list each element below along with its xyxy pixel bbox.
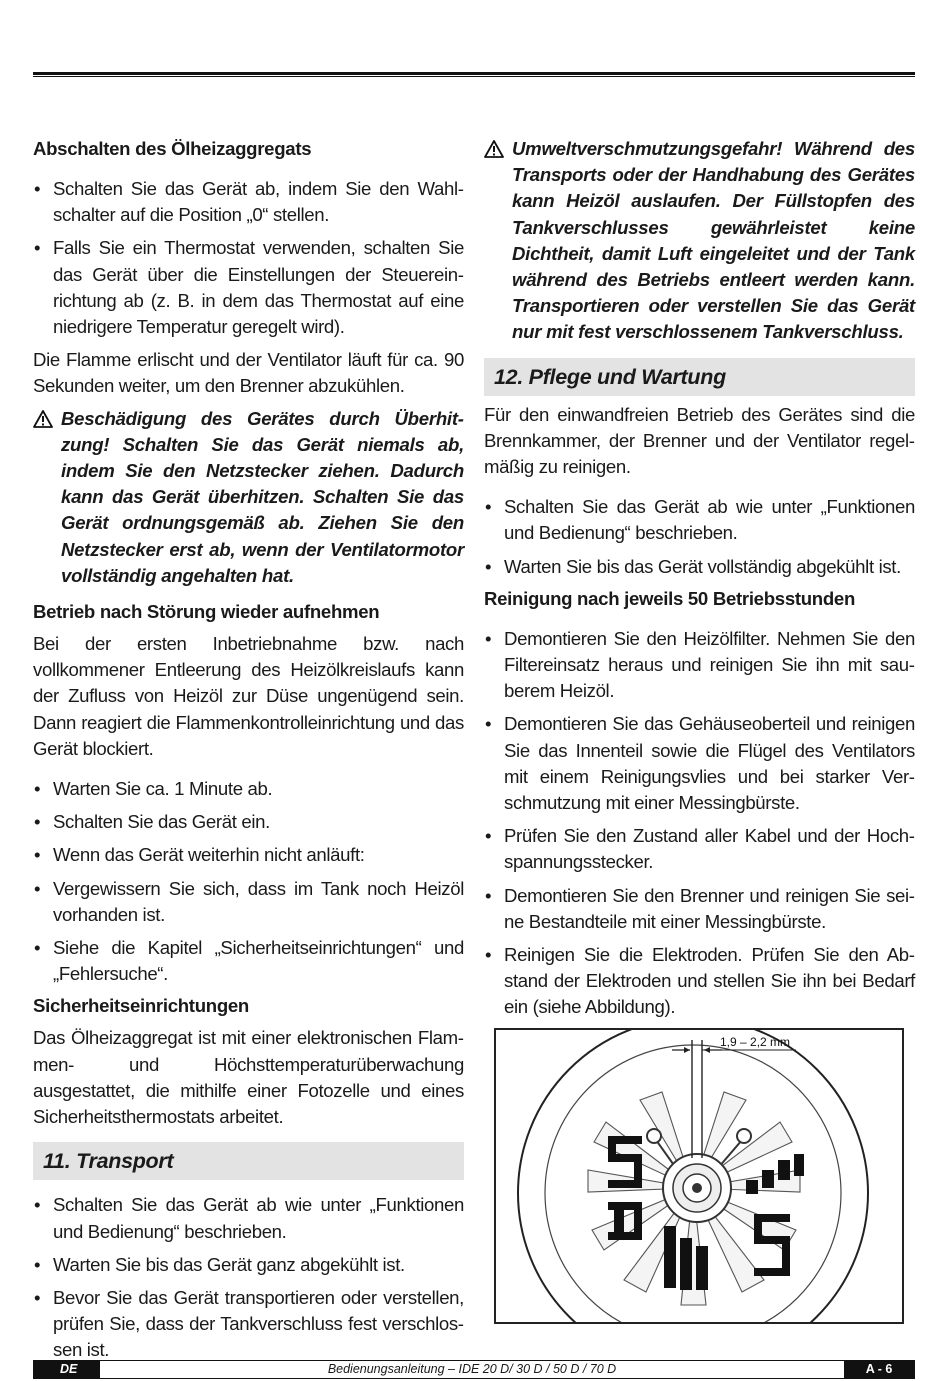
list-item: • Schalten Sie das Gerät ab, indem Sie den Wahlschalter auf die Position „0“ stellen. — [33, 176, 464, 228]
list-item: • Schalten Sie das Gerät ab wie unter „Funktionen und Bedienung“ beschrieben. — [484, 494, 915, 546]
environment-warning — [484, 136, 915, 346]
list-item: • Vergewissern Sie sich, dass im Tank noch Heizöl vorhanden ist. — [33, 876, 464, 928]
list-item: • Warten Sie bis das Gerät vollständig abgekühlt ist. — [484, 554, 915, 580]
gap-dimension-label: 1,9 – 2,2 mm — [720, 1035, 791, 1049]
list-item: • Reinigen Sie die Elektroden. Prüfen Sie den Abstand der Elektroden und stellen Sie ihn bei Bedarf ein (siehe Abbildung). — [484, 942, 915, 1021]
right-column — [484, 136, 915, 1021]
overheat-warning-text: Beschädigung des Gerätes durch Überhitzung! Schalten Sie das Gerät niemals ab, indem Sie den Netzstecker ziehen. Dadurch kann das Gerät überhitzen. Schalten Sie das Gerät ordnungsgemäß ab. Ziehen Sie den Netzstecker erst ab, wenn der Ventilatormotor vollständig angehalten hat. — [61, 407, 464, 586]
page-footer — [33, 1360, 915, 1379]
cleaning-heading: Reinigung nach jeweils 50 Betriebsstunden — [484, 587, 856, 609]
safety-heading: Sicherheitseinrichtungen — [33, 995, 249, 1017]
care-section-title: 12. Pflege und Wartung — [484, 358, 915, 396]
burner-electrode-illustration — [496, 1030, 902, 1322]
list-item: • Bevor Sie das Gerät transportieren oder verstellen, prüfen Sie, dass der Tankverschluss fest verschlossen ist. — [33, 1285, 464, 1364]
list-item: • Schalten Sie das Gerät ab wie unter „Funktionen und Bedienung“ beschrieben. — [33, 1192, 464, 1244]
footer-page-number: A - 6 — [844, 1361, 914, 1378]
restart-heading: Betrieb nach Störung wieder aufnehmen — [33, 601, 380, 623]
care-paragraph: Für den einwandfreien Betrieb des Gerätes sind die Brennkammer, der Brenner und der Ventilator regelmäßig zu reinigen. — [484, 403, 915, 478]
shutdown-heading: Abschalten des Ölheizaggregats — [33, 138, 312, 159]
left-column — [33, 136, 464, 1364]
top-rule — [33, 72, 915, 77]
list-item: • Warten Sie ca. 1 Minute ab. — [33, 776, 464, 802]
list-item: • Wenn das Gerät weiterhin nicht anläuft: — [33, 842, 464, 868]
list-item: • Warten Sie bis das Gerät ganz abgekühlt ist. — [33, 1252, 464, 1278]
cleaning-list — [484, 626, 915, 1021]
list-item: • Demontieren Sie das Gehäuseoberteil und reinigen Sie das Innenteil sowie die Flügel des Ventilators mit einem Reinigungsvlies und bei starker Verschmutzung mit einer Messingbürste. — [484, 711, 915, 816]
care-list — [484, 494, 915, 580]
transport-section-title: 11. Transport — [33, 1142, 464, 1180]
footer-language: DE — [34, 1361, 100, 1378]
list-item: • Demontieren Sie den Brenner und reinigen Sie seine Bestandteile mit einer Messingbürste. — [484, 883, 915, 935]
overheat-warning — [33, 406, 464, 589]
shutdown-paragraph: Die Flamme erlischt und der Ventilator läuft für ca. 90 Sekunden weiter, um den Brenner abzukühlen. — [33, 349, 464, 397]
restart-paragraph: Bei der ersten Inbetriebnahme bzw. nach vollkommener Entleerung des Heizölkreislaufs kann der Zufluss von Heizöl zur Düse ungenügend sein. Dann reagiert die Flammenkontrolleinrichtung und das Gerät blockiert. — [33, 633, 464, 759]
footer-title: Bedienungsanleitung – IDE 20 D/ 30 D / 50 D / 70 D — [327, 1362, 617, 1376]
restart-list — [33, 776, 464, 987]
environment-warning-text: Umweltverschmutzungsgefahr! Während des Transports oder der Handhabung des Gerätes kann Heizöl auslaufen. Der Füllstopfen des Tankverschlusses gewährleistet keine Dichtheit, damit Luft eingeleitet und der Tank während des Betriebs entleert werden kann. Transportieren oder verstellen Sie das Gerät nur mit fest verschlossenem Tankverschluss. — [512, 138, 915, 343]
electrode-gap-figure — [494, 1028, 904, 1324]
safety-paragraph: Das Ölheizaggregat ist mit einer elektronischen Flammen- und Höchsttemperaturüberwachung ausgestattet, die mithilfe einer Fotozelle und eines Sicherheitsthermostats arbeitet. — [33, 1027, 464, 1128]
warning-triangle-icon — [33, 410, 53, 428]
list-item: • Siehe die Kapitel „Sicherheitseinrichtungen“ und „Fehlersuche“. — [33, 935, 464, 987]
list-item: • Demontieren Sie den Heizölfilter. Nehmen Sie den Filtereinsatz heraus und reinigen Sie ihn mit sauberem Heizöl. — [484, 626, 915, 705]
list-item: • Schalten Sie das Gerät ein. — [33, 809, 464, 835]
list-item: • Prüfen Sie den Zustand aller Kabel und der Hochspannungsstecker. — [484, 823, 915, 875]
list-item: • Falls Sie ein Thermostat verwenden, schalten Sie das Gerät über die Einstellungen der Steuereinrichtung ab (z. B. in dem das Thermostat auf eine niedrigere Temperatur geregelt wird). — [33, 235, 464, 340]
shutdown-list — [33, 176, 464, 340]
transport-list — [33, 1192, 464, 1363]
warning-triangle-icon — [484, 140, 504, 158]
